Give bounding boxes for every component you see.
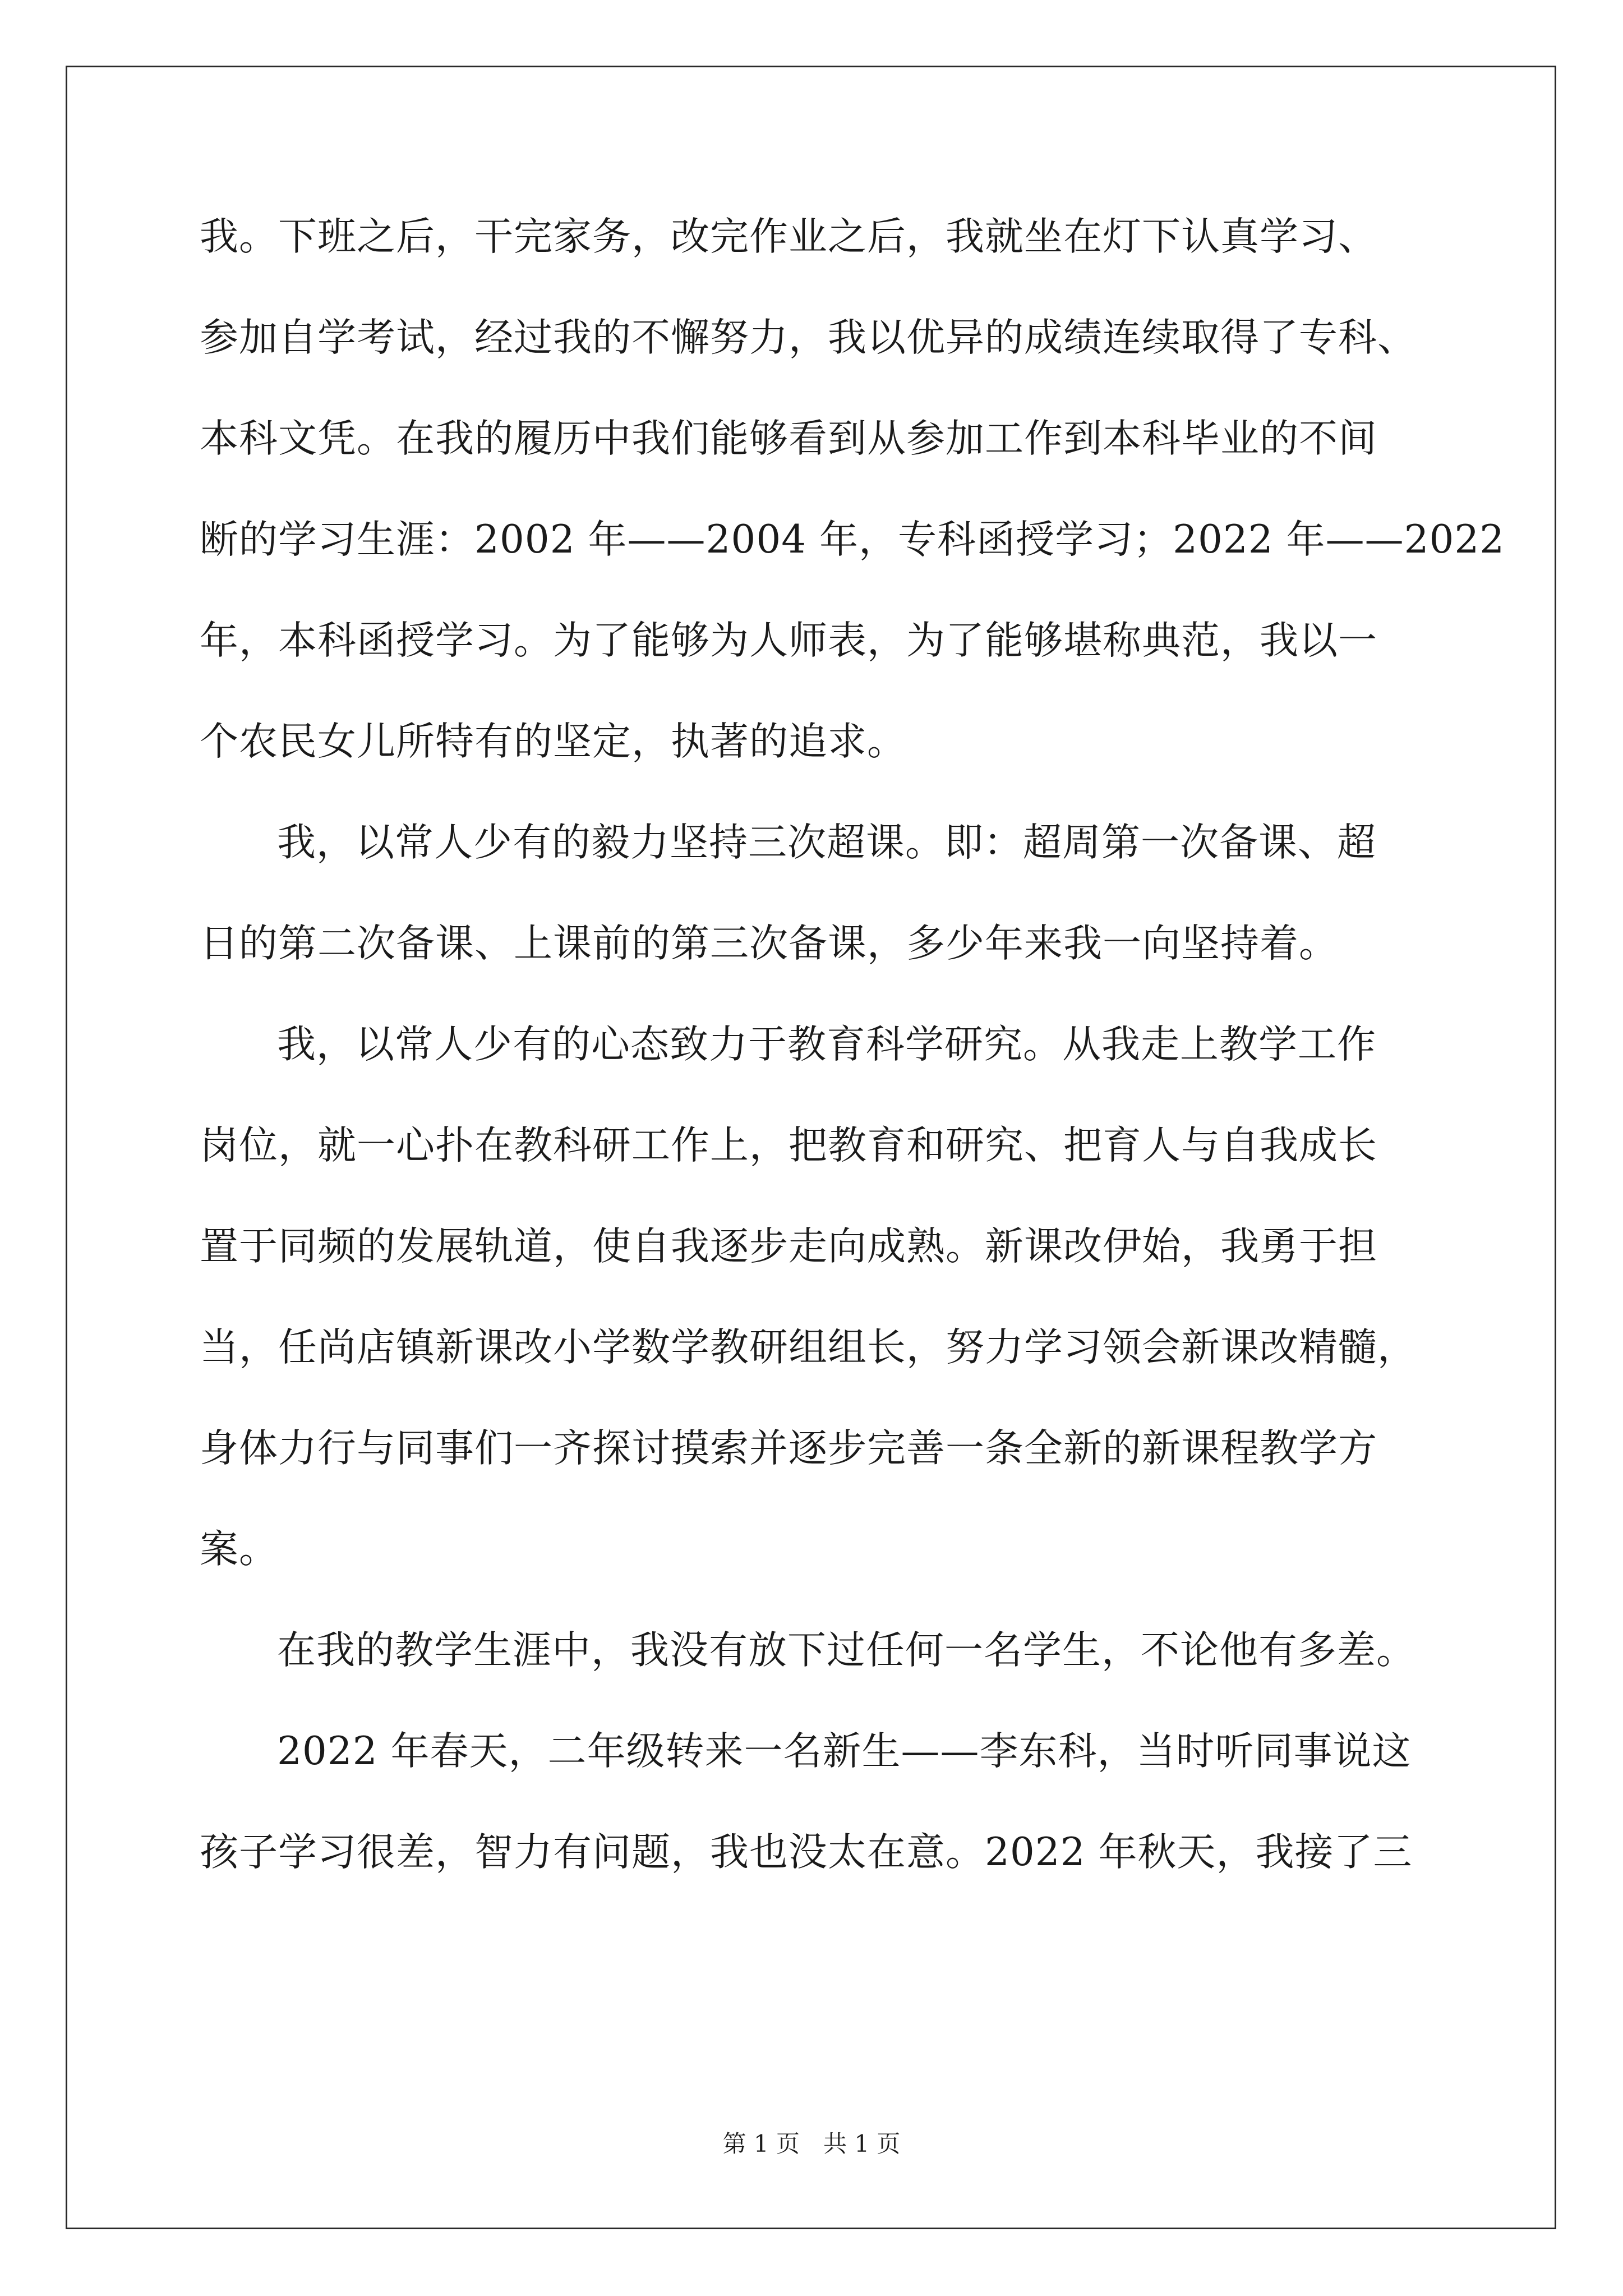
- text-line: 参加自学考试，经过我的不懈努力，我以优异的成绩连续取得了专科、: [200, 315, 1417, 360]
- text-line: 岗位，就一心扑在教科研工作上，把教育和研究、把育人与自我成长: [200, 1123, 1377, 1168]
- text-line: 置于同频的发展轨道，使自我逐步走向成熟。新课改伊始，我勇于担: [200, 1224, 1377, 1269]
- text-line: 断的学习生涯：2002 年——2004 年，专科函授学习；2022 年——2022: [200, 517, 1505, 562]
- text-line: 我。下班之后，干完家务，改完作业之后，我就坐在灯下认真学习、: [200, 214, 1377, 259]
- text-line: 日的第二次备课、上课前的第三次备课，多少年来我一向坚持着。: [200, 921, 1338, 966]
- paragraph-start-line: 我，以常人少有的毅力坚持三次超课。即：超周第一次备课、超: [277, 820, 1376, 865]
- text-line: 孩子学习很差，智力有问题，我也没太在意。2022 年秋天，我接了三: [200, 1830, 1413, 1875]
- page-number-footer: 第 1 页 共 1 页: [722, 2130, 901, 2157]
- text-line: 个农民女儿所特有的坚定，执著的追求。: [200, 719, 906, 764]
- paragraph-start-line: 2022 年春天，二年级转来一名新生——李东科，当时听同事说这: [277, 1729, 1412, 1774]
- paragraph-start-line: 我，以常人少有的心态致力于教育科学研究。从我走上教学工作: [277, 1022, 1376, 1067]
- text-line: 年，本科函授学习。为了能够为人师表，为了能够堪称典范，我以一: [200, 618, 1377, 663]
- text-line: 本科文凭。在我的履历中我们能够看到从参加工作到本科毕业的不间: [200, 416, 1377, 461]
- paragraph-start-line: 在我的教学生涯中，我没有放下过任何一名学生，不论他有多差。: [277, 1628, 1415, 1673]
- text-line: 案。: [200, 1527, 278, 1572]
- text-line: 身体力行与同事们一齐探讨摸索并逐步完善一条全新的新课程教学方: [200, 1426, 1377, 1471]
- text-line: 当，任尚店镇新课改小学数学教研组组长，努力学习领会新课改精髓，: [200, 1325, 1417, 1370]
